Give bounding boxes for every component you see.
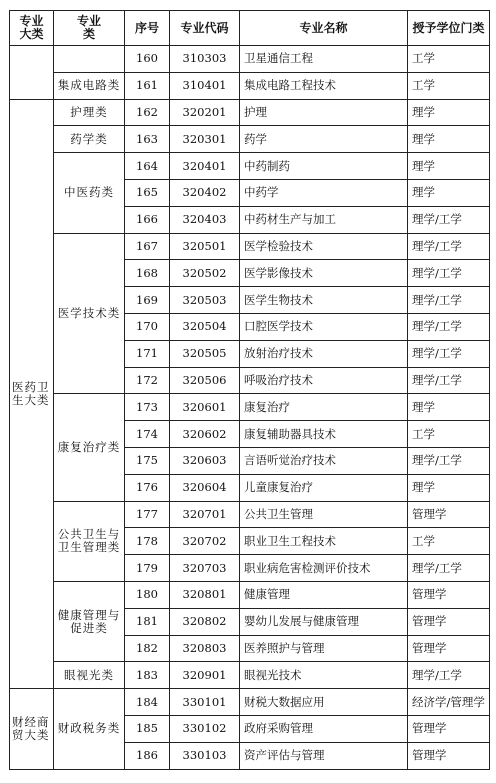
subcategory-cell: 医学技术类 <box>54 233 125 394</box>
degree-cell: 理学 <box>408 126 490 153</box>
code-cell: 320402 <box>170 179 240 206</box>
seq-cell: 160 <box>125 46 170 73</box>
major-name-cell: 护理 <box>240 99 408 126</box>
table-row <box>10 153 490 180</box>
seq-cell: 185 <box>125 715 170 742</box>
major-name-cell: 医学影像技术 <box>240 260 408 287</box>
table-row <box>10 99 490 126</box>
major-name-cell: 口腔医学技术 <box>240 313 408 340</box>
seq-cell: 171 <box>125 340 170 367</box>
major-name-cell: 言语听觉治疗技术 <box>240 447 408 474</box>
code-cell: 320504 <box>170 313 240 340</box>
code-cell: 330101 <box>170 689 240 716</box>
header-seq: 序号 <box>125 11 170 46</box>
code-cell: 320601 <box>170 394 240 421</box>
table-row <box>10 394 490 421</box>
code-cell: 320503 <box>170 287 240 314</box>
degree-cell: 理学 <box>408 394 490 421</box>
code-cell: 320505 <box>170 340 240 367</box>
degree-cell: 理学/工学 <box>408 340 490 367</box>
major-name-cell: 医学生物技术 <box>240 287 408 314</box>
header-degree: 授予学位门类 <box>408 11 490 46</box>
major-name-cell: 呼吸治疗技术 <box>240 367 408 394</box>
code-cell: 320702 <box>170 528 240 555</box>
code-cell: 320401 <box>170 153 240 180</box>
major-name-cell: 放射治疗技术 <box>240 340 408 367</box>
degree-cell: 工学 <box>408 72 490 99</box>
seq-cell: 164 <box>125 153 170 180</box>
table-row <box>10 689 490 716</box>
table-row <box>10 46 490 73</box>
major-catalog-table <box>9 10 490 770</box>
seq-cell: 186 <box>125 742 170 769</box>
code-cell: 310303 <box>170 46 240 73</box>
seq-cell: 182 <box>125 635 170 662</box>
code-cell: 320901 <box>170 662 240 689</box>
degree-cell: 管理学 <box>408 742 490 769</box>
seq-cell: 170 <box>125 313 170 340</box>
major-name-cell: 政府采购管理 <box>240 715 408 742</box>
major-name-cell: 公共卫生管理 <box>240 501 408 528</box>
seq-cell: 163 <box>125 126 170 153</box>
degree-cell: 工学 <box>408 528 490 555</box>
table-row <box>10 72 490 99</box>
header-row <box>10 11 490 46</box>
degree-cell: 理学/工学 <box>408 447 490 474</box>
seq-cell: 175 <box>125 447 170 474</box>
subcategory-cell: 健康管理与 促进类 <box>54 581 125 661</box>
degree-cell: 理学/工学 <box>408 206 490 233</box>
degree-cell: 经济学/管理学 <box>408 689 490 716</box>
seq-cell: 165 <box>125 179 170 206</box>
subcategory-cell <box>54 46 125 73</box>
seq-cell: 167 <box>125 233 170 260</box>
table-row <box>10 126 490 153</box>
subcategory-cell: 康复治疗类 <box>54 394 125 501</box>
seq-cell: 173 <box>125 394 170 421</box>
code-cell: 320403 <box>170 206 240 233</box>
degree-cell: 工学 <box>408 421 490 448</box>
seq-cell: 166 <box>125 206 170 233</box>
degree-cell: 理学 <box>408 153 490 180</box>
degree-cell: 理学/工学 <box>408 260 490 287</box>
seq-cell: 176 <box>125 474 170 501</box>
code-cell: 320501 <box>170 233 240 260</box>
major-name-cell: 康复治疗 <box>240 394 408 421</box>
degree-cell: 管理学 <box>408 608 490 635</box>
code-cell: 320703 <box>170 555 240 582</box>
code-cell: 320802 <box>170 608 240 635</box>
degree-cell: 管理学 <box>408 581 490 608</box>
major-name-cell: 职业病危害检测评价技术 <box>240 555 408 582</box>
degree-cell: 管理学 <box>408 635 490 662</box>
seq-cell: 183 <box>125 662 170 689</box>
code-cell: 330102 <box>170 715 240 742</box>
code-cell: 320701 <box>170 501 240 528</box>
major-name-cell: 中药学 <box>240 179 408 206</box>
code-cell: 320201 <box>170 99 240 126</box>
table-body <box>10 46 490 770</box>
seq-cell: 181 <box>125 608 170 635</box>
degree-cell: 理学/工学 <box>408 233 490 260</box>
header-subcategory: 专业 类 <box>54 11 125 46</box>
code-cell: 320801 <box>170 581 240 608</box>
degree-cell: 理学 <box>408 99 490 126</box>
major-name-cell: 医养照护与管理 <box>240 635 408 662</box>
seq-cell: 172 <box>125 367 170 394</box>
major-name-cell: 中药材生产与加工 <box>240 206 408 233</box>
seq-cell: 174 <box>125 421 170 448</box>
code-cell: 320301 <box>170 126 240 153</box>
category-cell: 财经商 贸大类 <box>10 689 54 769</box>
table-row <box>10 233 490 260</box>
degree-cell: 工学 <box>408 46 490 73</box>
degree-cell: 理学/工学 <box>408 367 490 394</box>
category-cell: 医药卫 生大类 <box>10 99 54 689</box>
category-cell <box>10 46 54 100</box>
subcategory-cell: 药学类 <box>54 126 125 153</box>
table-row <box>10 662 490 689</box>
subcategory-cell: 护理类 <box>54 99 125 126</box>
seq-cell: 168 <box>125 260 170 287</box>
major-name-cell: 康复辅助器具技术 <box>240 421 408 448</box>
subcategory-cell: 财政税务类 <box>54 689 125 769</box>
seq-cell: 162 <box>125 99 170 126</box>
seq-cell: 184 <box>125 689 170 716</box>
major-name-cell: 儿童康复治疗 <box>240 474 408 501</box>
code-cell: 320603 <box>170 447 240 474</box>
code-cell: 310401 <box>170 72 240 99</box>
seq-cell: 178 <box>125 528 170 555</box>
header-category: 专业 大类 <box>10 11 54 46</box>
seq-cell: 161 <box>125 72 170 99</box>
subcategory-cell: 公共卫生与 卫生管理类 <box>54 501 125 581</box>
table-row <box>10 581 490 608</box>
code-cell: 330103 <box>170 742 240 769</box>
seq-cell: 180 <box>125 581 170 608</box>
subcategory-cell: 集成电路类 <box>54 72 125 99</box>
major-name-cell: 婴幼儿发展与健康管理 <box>240 608 408 635</box>
seq-cell: 169 <box>125 287 170 314</box>
major-name-cell: 眼视光技术 <box>240 662 408 689</box>
major-name-cell: 医学检验技术 <box>240 233 408 260</box>
major-name-cell: 职业卫生工程技术 <box>240 528 408 555</box>
seq-cell: 177 <box>125 501 170 528</box>
degree-cell: 理学/工学 <box>408 287 490 314</box>
major-name-cell: 财税大数据应用 <box>240 689 408 716</box>
major-name-cell: 健康管理 <box>240 581 408 608</box>
degree-cell: 理学 <box>408 179 490 206</box>
subcategory-cell: 中医药类 <box>54 153 125 233</box>
major-name-cell: 中药制药 <box>240 153 408 180</box>
seq-cell: 179 <box>125 555 170 582</box>
degree-cell: 管理学 <box>408 715 490 742</box>
code-cell: 320602 <box>170 421 240 448</box>
degree-cell: 理学 <box>408 474 490 501</box>
major-name-cell: 药学 <box>240 126 408 153</box>
code-cell: 320506 <box>170 367 240 394</box>
major-name-cell: 集成电路工程技术 <box>240 72 408 99</box>
code-cell: 320502 <box>170 260 240 287</box>
major-name-cell: 卫星通信工程 <box>240 46 408 73</box>
degree-cell: 理学/工学 <box>408 555 490 582</box>
degree-cell: 理学/工学 <box>408 662 490 689</box>
code-cell: 320803 <box>170 635 240 662</box>
header-major-name: 专业名称 <box>240 11 408 46</box>
table-row <box>10 501 490 528</box>
degree-cell: 理学/工学 <box>408 313 490 340</box>
code-cell: 320604 <box>170 474 240 501</box>
header-code: 专业代码 <box>170 11 240 46</box>
subcategory-cell: 眼视光类 <box>54 662 125 689</box>
major-name-cell: 资产评估与管理 <box>240 742 408 769</box>
degree-cell: 管理学 <box>408 501 490 528</box>
